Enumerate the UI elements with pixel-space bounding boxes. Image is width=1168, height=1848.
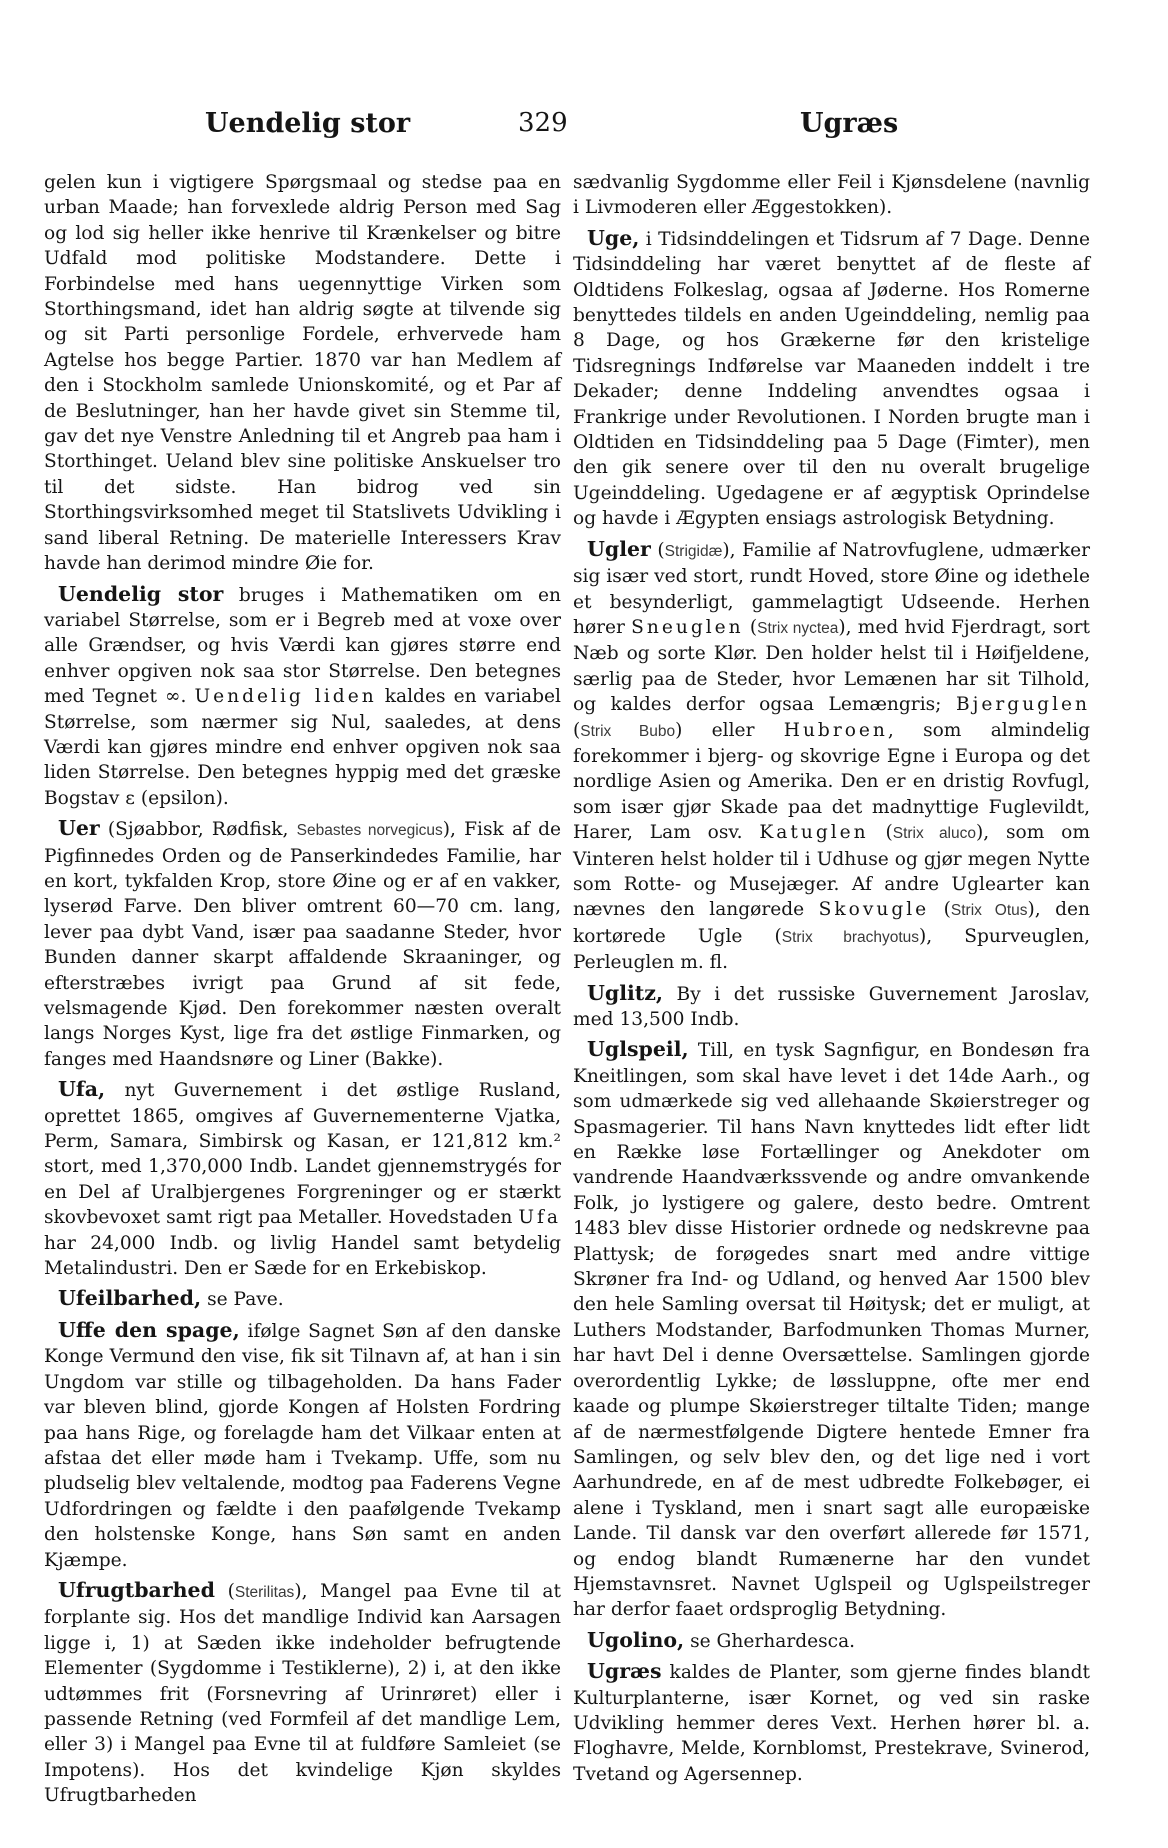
entry-uffe-den-spage: Uffe den spage, ifølge Sagnet Søn af den danske Konge Vermund den vise, fik sit Tilnavn af, at han i sin Ungdom var stille og tilbageholden. Da hans Fader var bleven blind, gjorde Kongen af Holsten Fordring paa hans Rige, og forelagde ham det Vilkaar enten at afstaa det eller møde ham i Tvekamp. Uffe, som nu pludselig blev veltalende, modtog paa Faderens Vegne Udfordringen og fældte i den paafølgende Tvekamp den holstenske Konge, hans Søn samt en anden Kjæmpe. (44, 1317, 561, 1571)
headword: Uglitz, (587, 980, 664, 1005)
headword: Uer (58, 816, 100, 841)
right-guide-word: Ugræs (800, 108, 899, 139)
entry-uer: Uer (Sjøabbor, Rødfisk, Sebastes norvegicus), Fisk af de Pigfinnedes Orden og de Panserkindedes Familie, har en kort, tykfalden Krop, store Øine og er af en vakker, lyserød Farve. Den bliver omtrent 60—70 cm. lang, lever paa dybt Vand, især paa saadanne Steder, hvor Bunden danner skarpt affaldende Skraaninger, og efterstræbes ivrigt paa Grund af sit fede, velsmagende Kjød. Den forekommer næsten overalt langs Norges Kyst, lige fra det østlige Finmarken, og fanges med Haandsnøre og Liner (Bakke). (44, 816, 561, 1070)
spaced-term: Ufa (518, 1207, 561, 1229)
latin-name: Strix nyctea (757, 619, 839, 637)
headword: Uglspeil, (587, 1037, 689, 1062)
entry-ufa: Ufa, nyt Guvernement i det østlige Rusland, oprettet 1865, omgives af Guvernementerne Vjatka, Perm, Samara, Simbirsk og Kasan, er 121,812 km.² stort, med 1,370,000 Indb. Landet gjennemstrygés for en Del af Uralbjergenes Forgreninger og er stærkt skovbevoxet samt rigt paa Metaller. Hovedstaden Ufa har 24,000 Indb. og livlig Handel samt betydelig Metalindustri. Den er Sæde for en Erkebiskop. (44, 1077, 561, 1280)
entry-uendelig-stor: Uendelig stor bruges i Mathematiken om en variabel Størrelse, som er i Begreb med at voxe over alle Grændser, og hvis Værdi kan gjøres større end enhver opgiven nok saa stor Størrelse. Den betegnes med Tegnet ∞. Uendelig liden kaldes en variabel Størrelse, som nærmer sig Nul, saaledes, at dens Værdi kan gjøres mindre end enhver opgiven nok saa liden Størrelse. Den betegnes hyppig med det græske Bogstav ε (epsilon). (44, 581, 562, 809)
right-column (573, 170, 1090, 1787)
headword: Uendelig stor (58, 581, 224, 606)
headword: Uffe den spage, (58, 1317, 240, 1342)
spaced-term: Katuglen (759, 822, 869, 844)
entry-uglitz: Uglitz, By i det russiske Guvernement Jaroslav, med 13,500 Indb. (573, 980, 1090, 1030)
spaced-term: Sneuglen (631, 616, 744, 638)
headword: Uge, (587, 225, 640, 250)
entry-ugolino: Ugolino, se Gherhardesca. (587, 1627, 856, 1652)
entry-ufrugtbarhed: Ufrugtbarhed (Sterilitas), Mangel paa Evne til at forplante sig. Hos det mandlige Individ kan Aarsagen ligge i, 1) at Sæden ikke indeholder befrugtende Elementer (Sygdomme i Testiklerne), 2) i, at den ikke udtømmes frit (Forsnevring af Urinrøret) eller i passende Retning (ved Formfeil af det mandlige Lem, eller 3) i Mangel paa Evne til at fuldføre Samleiet (se Impotens). Hos det kvindelige Kjøn skyldes Ufrugtbarheden (44, 1577, 561, 1807)
spaced-term: Bjerguglen (955, 694, 1090, 716)
page-number: 329 (518, 108, 568, 138)
headword: Ufa, (58, 1077, 106, 1102)
entry-uge: Uge, i Tidsinddelingen et Tidsrum af 7 Dage. Denne Tidsinddeling har været benyttet af de fleste af Oldtidens Folkeslag, ogsaa af Jøderne. Hos Romerne benyttedes tildels en anden Ugeinddeling, nemlig paa 8 Dage, og hos Grækerne før den kristelige Tidsregnings Indførelse var Maaneden inddelt i tre Dekader; denne Inddeling anvendtes ogsaa i Frankrige under Revolutionen. I Norden brugte man i Oldtiden en Tidsinddeling paa 5 Dage (Fimter), men den gik senere over til den nu overalt brugelige Ugeinddeling. Ugedagene er af ægyptisk Oprindelse og havde i Ægypten ensiags astrologisk Betydning. (573, 225, 1090, 530)
left-guide-word: Uendelig stor (205, 108, 411, 139)
headword: Ugolino, (587, 1627, 685, 1652)
latin-name: Sebastes norvegicus (296, 822, 443, 840)
entry-ugler: Ugler (Strigidæ), Familie af Natrovfuglene, udmærker sig især ved stort, rundt Hoved, store Øine og idethele et besynderligt, gammelagtigt Udseende. Herhen hører Sneuglen (Strix nyctea), med hvid Fjerdragt, sort Næb og sorte Klør. Den holder helst til i Høifjeldene, særlig paa de Steder, hvor Lemænen har sit Tilhold, og kaldes derfor ogsaa Lemængris; Bjerguglen (Strix Bubo) eller Hubroen, som almindelig forekommer i bjerg- og skovrige Egne i Europa og det nordlige Asien og Amerika. Den er en dristig Rovfugl, som især gjør Skade paa det madnyttige Fuglevildt, Harer, Lam osv. Katuglen (Strix aluco), som om Vinteren helst holder til i Udhuse og gjør megen Nytte som Rotte- og Musejæger. Af andre Uglearter kan nævnes den langørede Skovugle (Strix Otus), den kortørede Ugle (Strix brachyotus), Spurveuglen, Perleuglen m. fl. (573, 536, 1091, 974)
latin-name: Strix aluco (892, 825, 976, 843)
left-column (44, 170, 561, 1809)
entry-uglspeil: Uglspeil, Till, en tysk Sagnfigur, en Bondesøn fra Kneitlingen, som skal have levet i det 14de Aarh., og som udmærkede sig ved allehaande Skøierstreger og Spasmagerier. Til hans Navn knyttedes lidt efter lidt en Række løse Fortællinger og Anekdoter om vandrende Haandværkssvende og andre omvankende Folk, jo lystigere og galere, desto bedre. Omtrent 1483 blev disse Historier ordnede og nedskrevne paa Plattysk; de forøgedes snart med andre vittige Skrøner fra Ind- og Udland, og henved Aar 1500 blev den hele Samling oversat til Høitysk; det er muligt, at Luthers Modstander, Barfodmunken Thomas Murner, har havt Del i denne Oversættelse. Samlingen gjorde overordentlig Lykke; de løssluppne, ofte mer end kaade og plumpe Skøierstreger tiltalte Tiden; mange af de nærmestfølgende Digtere hentede Emner fra Samlingen, og selv blev den, og det lige ned i vort Aarhundrede, en af de mest udbredte Folkebøger, ei alene i Tyskland, men i snart sagt alle europæiske Lande. Til dansk var den overført allerede før 1571, og endog blandt Rumænerne har den vundet Hjemstavnsret. Navnet Uglspeil og Uglspeilstreger har derfor faaet ordsproglig Betydning. (573, 1037, 1090, 1621)
latin-name: Strigidæ (664, 542, 723, 560)
spaced-term: Hubroen (783, 719, 888, 741)
latin-name: Sterilitas (234, 1583, 295, 1601)
latin-name: Strix brachyotus (781, 928, 920, 946)
latin-name: Strix Otus (950, 902, 1028, 920)
headword: Ufrugtbarhed (58, 1577, 215, 1602)
headword: Ugræs (587, 1659, 662, 1684)
entry-ueland-continuation: gelen kun i vigtigere Spørgsmaal og stedse paa en urban Maade; han forvexlede aldrig Person med Sag og lod sig heller ikke henrive til Krænkelser og bitre Udfald mod politiske Modstandere. Dette i Forbindelse med hans uegennyttige Virken som Storthingsmand, idet han aldrig søgte at tilvende sig og sit Parti personlige Fordele, erhvervede ham Agtelse hos begge Partier. 1870 var han Medlem af den i Stockholm samlede Unionskomité, og et Par af de Beslutninger, han her havde givet sin Stemme til, gav det nye Venstre Anledning til et Angreb paa ham i Storthinget. Ueland blev sine politiske Anskuelser tro til det sidste. Han bidrog ved sin Storthingsvirksomhed meget til Statslivets Udvikling i sand liberal Retning. De materielle Interessers Krav havde han derimod mindre Øie for. (44, 172, 561, 575)
spaced-term: Skovugle (818, 899, 930, 921)
entry-ugraes: Ugræs kaldes de Planter, som gjerne findes blandt Kulturplanterne, især Kornet, og ved sin raske Udvikling hemmer deres Vext. Herhen hører bl. a. Floghavre, Melde, Kornblomst, Prestekrave, Svinerod, Tvetand og Agersennep. (573, 1659, 1090, 1785)
entry-ufeilbarhed: Ufeilbarhed, se Pave. (58, 1286, 284, 1311)
spaced-term: Uendelig liden (194, 686, 377, 708)
headword: Ugler (587, 536, 651, 561)
latin-name: Strix Bubo (580, 722, 676, 740)
headword: Ufeilbarhed, (58, 1286, 202, 1311)
entry-ufrugtbarhed-continuation: sædvanlig Sygdomme eller Feil i Kjønsdelene (navnlig i Livmoderen eller Æggestokken). (573, 172, 1090, 219)
running-head (40, 108, 1130, 152)
